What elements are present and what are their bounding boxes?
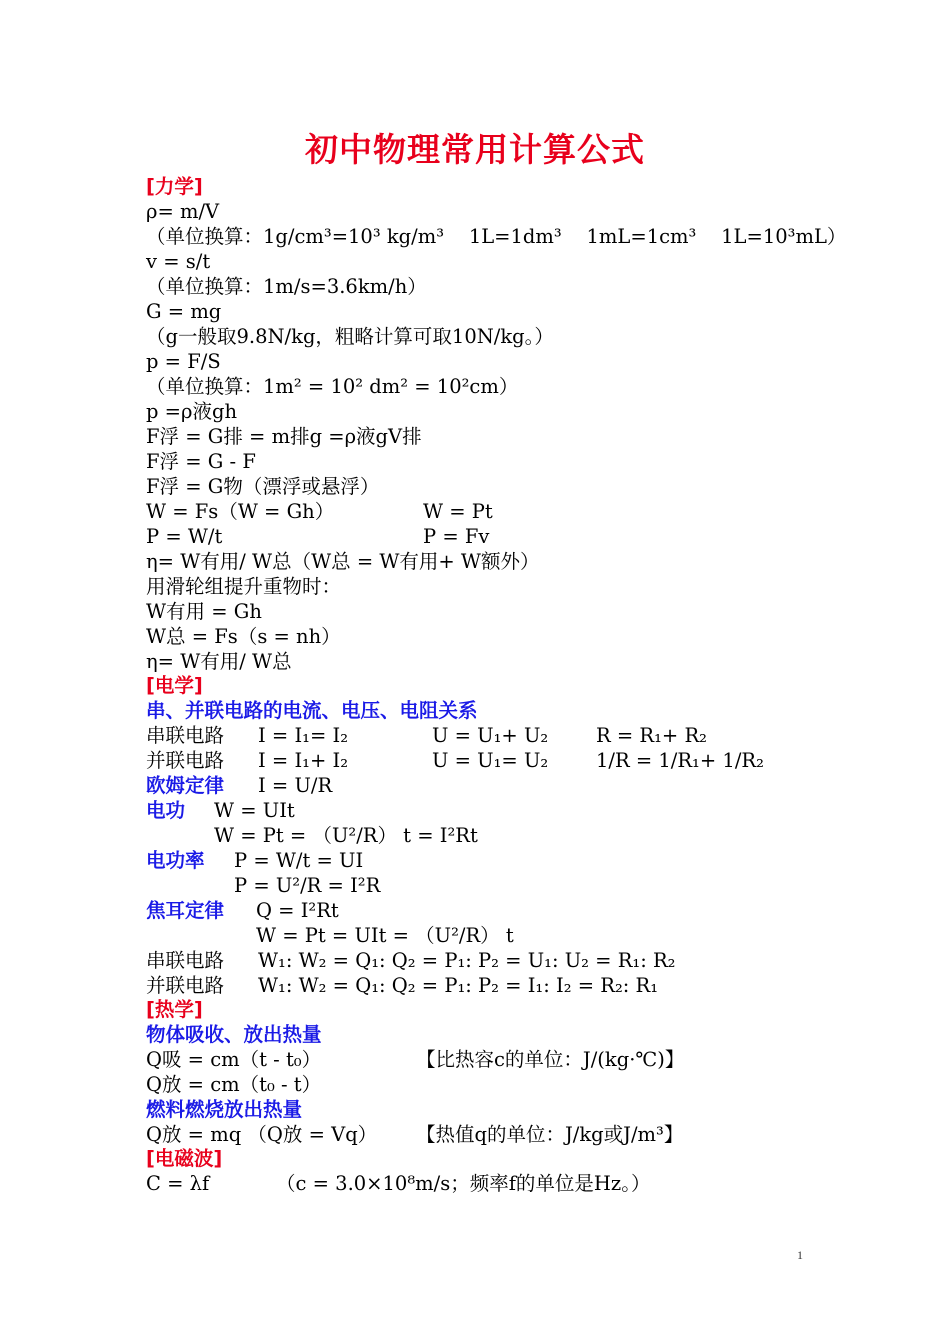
series-ratio-label: 串联电路 [146,949,225,972]
formula-pressure: p = F/S [146,350,221,373]
formula-liquid-pressure: p =ρ液gh [146,400,238,423]
joule-label: 焦耳定律 [146,899,225,922]
formula-power: P = W/t [146,525,223,548]
ohm-label: 欧姆定律 [146,774,225,797]
circuit-heading: 串、并联电路的电流、电压、电阻关系 [146,699,478,722]
formula-velocity: v = s/t [146,250,211,273]
pulley-heading: 用滑轮组提升重物时： [146,575,342,598]
parallel-ratio-label: 并联电路 [146,974,225,997]
series-label: 串联电路 [146,724,225,747]
parallel-voltage: U = U₁= U₂ [432,749,549,772]
series-ratio-row [146,948,846,973]
power-formula-2: P = U²/R = I²R [234,874,381,897]
joule-formula-2: W = Pt = UIt = （U²/R） t [256,924,514,947]
parallel-row [146,748,846,773]
formula-density: ρ= m/V [146,200,220,223]
parallel-ratio: W₁: W₂ = Q₁: Q₂ = P₁: P₂ = I₁: I₂ = R₂: R₁ [258,974,659,997]
series-voltage: U = U₁+ U₂ [432,724,549,747]
formula-buoyancy-weigh: F浮 = G - F [146,450,256,473]
formula-total-work: W总 = Fs（s = nh） [146,625,341,648]
formula-fuel-heat: Q放 = mq （Q放 = Vq） [146,1123,378,1146]
parallel-current: I = I₁+ I₂ [258,749,349,772]
section-electricity: [电学] [146,674,203,697]
joule-formula-1: Q = I²Rt [256,899,339,922]
work-label: 电功 [146,799,186,822]
note-gravity: （g一般取9.8N/kg，粗略计算可取10N/kg。） [146,325,554,348]
joule-row [146,898,546,923]
section-heat: [热学] [146,998,203,1021]
parallel-label: 并联电路 [146,749,225,772]
note-pressure-units: （单位换算：1m² = 10² dm² = 10²cm） [146,375,519,398]
formula-efficiency: η= W有用/ W总（W总 = W有用+ W额外） [146,550,540,573]
parallel-resistance: 1/R = 1/R₁+ 1/R₂ [596,749,764,772]
series-ratio: W₁: W₂ = Q₁: Q₂ = P₁: P₂ = U₁: U₂ = R₁: R₂ [258,949,676,972]
note-density-units: （单位换算：1g/cm³=10³ kg/m³ 1L=1dm³ 1mL=1cm³ 1L=10³mL） [146,225,847,248]
formula-heat-absorb: Q吸 = cm（t - t₀） [146,1048,322,1071]
formula-buoyancy-float: F浮 = G物（漂浮或悬浮） [146,475,380,498]
section-mechanics: [力学] [146,175,203,198]
note-light-speed: （c = 3.0×10⁸m/s；频率f的单位是Hz。） [276,1172,651,1195]
formula-work: W = Fs（W = Gh） [146,500,335,523]
power-formula-1: P = W/t = UI [234,849,364,872]
formula-power-force: P = Fv [423,525,490,548]
parallel-ratio-row [146,973,846,998]
absorb-heading: 物体吸收、放出热量 [146,1023,322,1046]
work-row [146,798,546,823]
fuel-heading: 燃料燃烧放出热量 [146,1098,303,1121]
note-specific-heat-unit: 【比热容c的单位：J/(kg·℃)】 [416,1048,685,1071]
power-label: 电功率 [146,849,205,872]
formula-useful-work: W有用 = Gh [146,600,262,623]
formula-heat-release: Q放 = cm（t₀ - t） [146,1073,322,1096]
formula-pulley-efficiency: η= W有用/ W总 [146,650,292,673]
work-formula-2: W = Pt = （U²/R） t = I²Rt [214,824,478,847]
note-heat-value-unit: 【热值q的单位：J/kg或J/m³】 [416,1123,684,1146]
page-title: 初中物理常用计算公式 [305,130,645,169]
ohm-formula: I = U/R [258,774,333,797]
series-resistance: R = R₁+ R₂ [596,724,707,747]
section-em-wave: [电磁波] [146,1147,223,1170]
page-number: 1 [797,1248,803,1262]
note-velocity-units: （单位换算：1m/s=3.6km/h） [146,275,427,298]
series-row [146,723,846,748]
formula-gravity: G = mg [146,300,222,323]
work-formula-1: W = UIt [214,799,295,822]
formula-work-power: W = Pt [423,500,493,523]
formula-buoyancy-archimedes: F浮 = G排 = m排g =ρ液gV排 [146,425,422,448]
series-current: I = I₁= I₂ [258,724,349,747]
power-row [146,848,546,873]
formula-wave-speed: C = λf [146,1172,210,1195]
ohm-row [146,773,546,798]
